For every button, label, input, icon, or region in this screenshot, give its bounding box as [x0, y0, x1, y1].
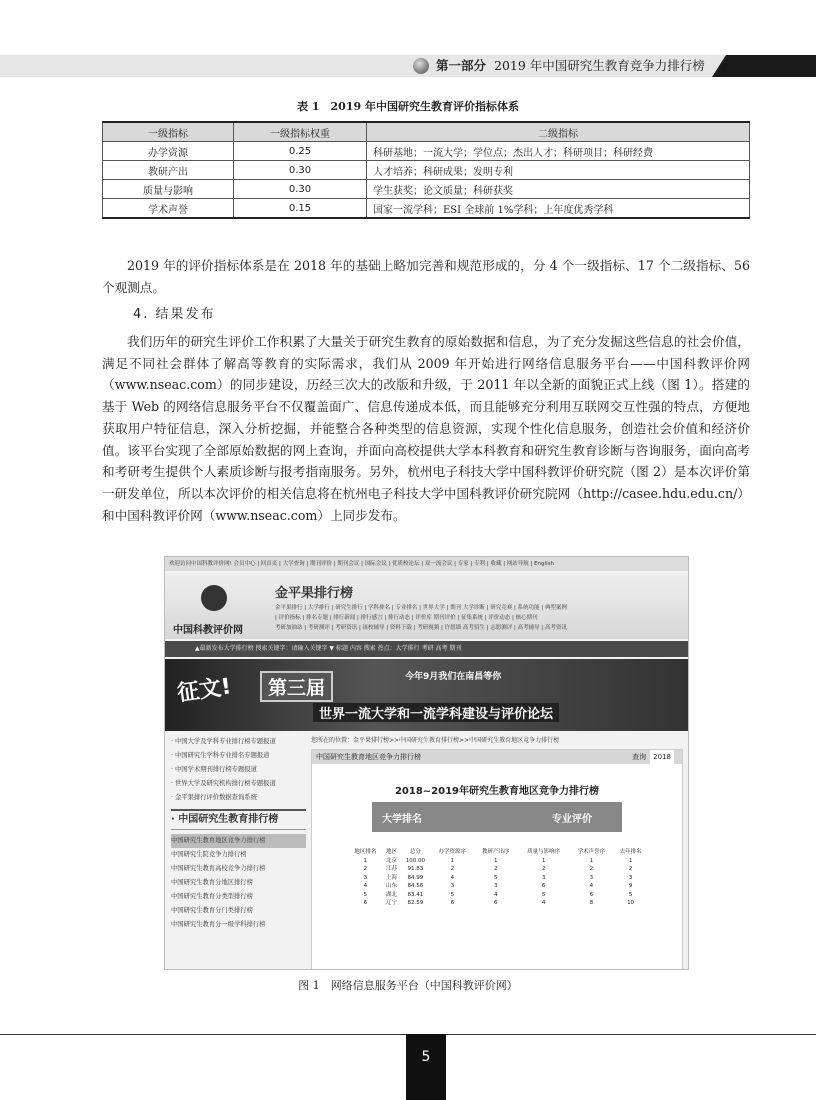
sidebar-heading: · 中国研究生教育排行榜: [171, 809, 306, 830]
table-cell: 3: [450, 883, 455, 889]
sidebar-item: 中国研究生教育分一级学科排行榜: [171, 921, 266, 928]
table-row: [103, 142, 750, 161]
table-cell: 3: [628, 874, 633, 881]
menu-line: 考研加油站 | 考研测评 | 考研资讯 | 该校辅导 | 资料下载 | 考研视频 | 许愿墙 高考招生 | 志愿测评 | 高考辅导 | 高考资讯: [275, 625, 567, 631]
sidebar-item: 中国研究生教育分地区排行榜: [171, 879, 253, 886]
banner-text: 第三届: [260, 671, 333, 702]
menu-line: | 评价指标 | 排名专题 | 排行新闻 | 排行感言 | 排行动态 | 评价库 期刊评价 | 征集系统 | 评价动态 | 核心期刊: [275, 615, 538, 621]
running-header: [436, 56, 705, 76]
sidebar-item: 中国研究生院竞争力排行榜: [171, 851, 247, 858]
sub-indicator-cell: 科研基地；一流大学；学位点；杰出人才；科研项目；科研经费: [367, 142, 750, 161]
weight-cell: 0.30: [234, 180, 367, 199]
figure-caption: 图 1 网络信息服务平台（中国科教评价网）: [298, 979, 518, 992]
ranking-tabs-banner: [372, 802, 622, 832]
query-button: 查询: [632, 753, 647, 761]
sidebar-link: · 中国学术期刊排行榜专题报道: [171, 766, 257, 773]
page-number: 5: [406, 1034, 446, 1100]
table-row: [103, 161, 750, 180]
col-header: 办学资源序: [438, 849, 467, 855]
table-cell: 1: [450, 857, 455, 864]
table-cell: 3: [589, 874, 594, 881]
table-cell: 2: [589, 866, 594, 872]
sub-indicator-cell: 国家一流学科；ESI 全球前 1%学科；上年度优秀学科: [367, 199, 750, 219]
ranking-table: [348, 848, 648, 908]
table-cell: 4: [541, 900, 546, 906]
table-cell: 100.00: [405, 857, 425, 864]
website-screenshot-figure: [164, 556, 689, 970]
table-cell: 4: [494, 891, 498, 898]
table-cell: 4: [450, 874, 455, 881]
table-cell: 3: [494, 883, 498, 889]
table-cell: 辽宁: [385, 900, 397, 906]
site-sidebar: [171, 735, 306, 932]
col-header: 教研产出序: [482, 849, 510, 855]
header-title: 2019 年中国研究生教育竞争力排行榜: [494, 58, 705, 73]
col-header: 总分: [409, 849, 421, 855]
table-row: [103, 180, 750, 199]
table-cell: 2: [363, 866, 368, 872]
table-cell: 1: [541, 857, 546, 864]
table-cell: 5: [363, 891, 368, 898]
table-row: [348, 891, 648, 900]
sub-indicator-cell: 人才培养；科研成果；发明专利: [367, 161, 750, 180]
sidebar-item: 中国研究生教育分类型排行榜: [171, 893, 253, 900]
site-header: [165, 573, 688, 639]
header-bullet-icon: [413, 58, 429, 74]
site-main-panel: [311, 749, 683, 970]
table-cell: 1: [363, 857, 368, 864]
banner-text: 今年9月我们在南昌等你: [405, 672, 502, 682]
indicator-cell: 质量与影响: [103, 180, 234, 199]
table-cell: 3: [541, 874, 546, 881]
tab-label: 大学排名: [382, 814, 422, 825]
col-header: 质量与影响序: [527, 849, 561, 855]
table-cell: 6: [541, 883, 546, 889]
menu-line: 金平果排行 | 大学排行 | 研究生排行 | 学科排名 | 专业排名 | 世界大学 | 期刊 大学诊断 | 研究竞赛 | 系统功能 | 典型案例: [275, 605, 567, 611]
table-cell: 4: [589, 883, 594, 889]
table-cell: 1: [589, 857, 594, 864]
table-cell: 3: [363, 874, 368, 881]
table-cell: 83.41: [407, 891, 424, 898]
table-cell: 6: [363, 900, 368, 906]
table-cell: 5: [450, 891, 455, 898]
site-logo-icon: [201, 585, 227, 611]
table-cell: 4: [363, 883, 368, 889]
site-brand: 金平果排行榜: [275, 586, 354, 601]
table-cell: 2: [541, 866, 546, 872]
table-row: [348, 865, 648, 874]
table-cell: 6: [589, 891, 594, 898]
table-cell: 山东: [385, 883, 397, 889]
year-select: 2018: [650, 750, 674, 764]
weight-cell: 0.30: [234, 161, 367, 180]
weight-cell: 0.15: [234, 199, 367, 219]
banner-text: 世界一流大学和一流学科建设与评价论坛: [313, 703, 559, 722]
table-cell: 2: [494, 866, 498, 872]
table-cell: 10: [627, 900, 635, 906]
indicator-cell: 教研产出: [103, 161, 234, 180]
table-caption: 表 1 2019 年中国研究生教育评价指标体系: [297, 100, 519, 113]
sidebar-item: 中国研究生教育地区竞争力排行榜: [171, 834, 306, 848]
table-cell: 91.83: [407, 866, 424, 872]
col-header: 学术声誉序: [577, 849, 606, 855]
table-cell: 82.59: [407, 900, 424, 906]
table-cell: 2: [628, 866, 633, 872]
table-cell: 84.99: [407, 874, 424, 881]
table-row: [348, 882, 648, 891]
sidebar-item: 中国研究生教育分门类排行榜: [171, 907, 253, 914]
site-top-nav: 欢迎访问中国科教评价网! 会员中心 | 回首页 | 大学查询 | 期刊评价 | 期刊会议 | 国际会议 | 优质校论坛 | 双一流会议 | 专家 | 专利 | 收藏 | 网站导航 | English: [165, 557, 688, 571]
table-cell: 湖北: [385, 891, 397, 898]
table-cell: 1: [494, 857, 498, 864]
weight-cell: 0.25: [234, 142, 367, 161]
table-cell: 6: [494, 900, 498, 906]
table-cell: 北京: [385, 857, 397, 864]
table-cell: 5: [628, 891, 633, 898]
sidebar-link: · 中国大学及学科专业排行榜专题报道: [171, 738, 276, 745]
tab-label: 专业评价: [552, 814, 592, 825]
indicator-cell: 办学资源: [103, 142, 234, 161]
col-header: 二级指标: [367, 122, 750, 142]
site-promo-banner: [165, 659, 688, 731]
site-search-bar: ▲最新发布大学排行榜 搜索关键字：请输入关键字 ▼ 标题 内容 搜索 热点：大学排行 考研 高考 期刊: [165, 641, 688, 657]
sidebar-item: 中国研究生教育高校竞争力排行榜: [171, 865, 266, 872]
banner-text: 征文!: [175, 674, 233, 707]
table-cell: 5: [541, 891, 546, 898]
table-cell: 9: [628, 883, 633, 889]
col-header: 去年排名: [619, 849, 642, 855]
table-cell: 5: [494, 874, 498, 881]
table-cell: 2: [450, 866, 455, 872]
paragraph-results-release: 我们历年的研究生评价工作积累了大量关于研究生教育的原始数据和信息，为了充分发掘这些信息的社会价值，满足不同社会群体了解高等教育的实际需求，我们从 2009 年开始进行网络信息服务平台——中国科教评价网（www.nseac.com）的同步建设，历经三次大的改版和升级，于 2011 年以全新的面貌正式上线（图 1）。搭建的基于 Web 的网络信息服务平台不仅覆盖面广、信息传递成本低，而且能够充分利用互联网交互性强的特点，方便地获取用户特征信息，深入分析挖掘，并能整合各种类型的信息资源，实现个性化信息服务，创造社会价值和经济价值。该平台实现了全部原始数据的网上查询，并面向高校提供大学本科教育和研究生教育诊断与咨询服务，面向高考和考研考生提供个人素质诊断与报考指南服务。另外，杭州电子科技大学中国科教评价研究院（图 2）是本次评价第一研发单位，所以本次评价的相关信息将在杭州电子科技大学中国科教评价研究院网（http://casee.hdu.edu.cn/）和中国科教评价网（www.nseac.com）上同步发布。: [102, 334, 750, 523]
sidebar-link: · 世界大学及研究机构排行榜专题报道: [171, 780, 276, 787]
col-header: 一级指标: [103, 122, 234, 142]
indicator-table: [102, 121, 750, 219]
table-cell: 84.56: [407, 883, 424, 889]
table-cell: 上海: [385, 874, 397, 881]
table-row: [348, 899, 648, 908]
sidebar-link: · 中国研究生学科专业排名专题报道: [171, 752, 270, 759]
table-row: [348, 874, 648, 883]
sub-indicator-cell: 学生获奖；论文质量；科研获奖: [367, 180, 750, 199]
header-part: 第一部分: [436, 58, 487, 73]
col-header: 地区: [385, 849, 397, 855]
table-cell: 1: [628, 857, 633, 864]
indicator-cell: 学术声誉: [103, 199, 234, 219]
site-breadcrumb: 您所在的位置：金平果排行榜>>中国研究生教育排行榜>>中国研究生教育地区竞争力排行榜: [311, 737, 560, 744]
site-menu: [275, 603, 680, 633]
paragraph-indicator-summary: 2019 年的评价指标体系是在 2018 年的基础上略加完善和规范形成的，分 4 个一级指标、17 个二级指标、56 个观测点。: [102, 258, 750, 295]
table-cell: 8: [589, 900, 594, 906]
col-header: 一级指标权重: [234, 122, 367, 142]
col-header: 地区排名: [354, 849, 377, 855]
table-row: [348, 857, 648, 866]
section-heading: 4. 结果发布: [133, 307, 216, 322]
table-cell: 6: [450, 900, 455, 906]
table-cell: 江苏: [385, 866, 397, 872]
table-row: [103, 199, 750, 219]
header-dark-tab: [712, 55, 816, 77]
sidebar-link: · 金平果排行评价数据查询系统: [171, 794, 257, 801]
ranking-title: 2018~2019年研究生教育地区竞争力排行榜: [394, 786, 600, 797]
main-panel-title: 中国研究生教育地区竞争力排行榜: [316, 753, 421, 761]
site-logo-text: 中国科教评价网: [173, 625, 243, 636]
main-panel-bar: [312, 750, 682, 764]
